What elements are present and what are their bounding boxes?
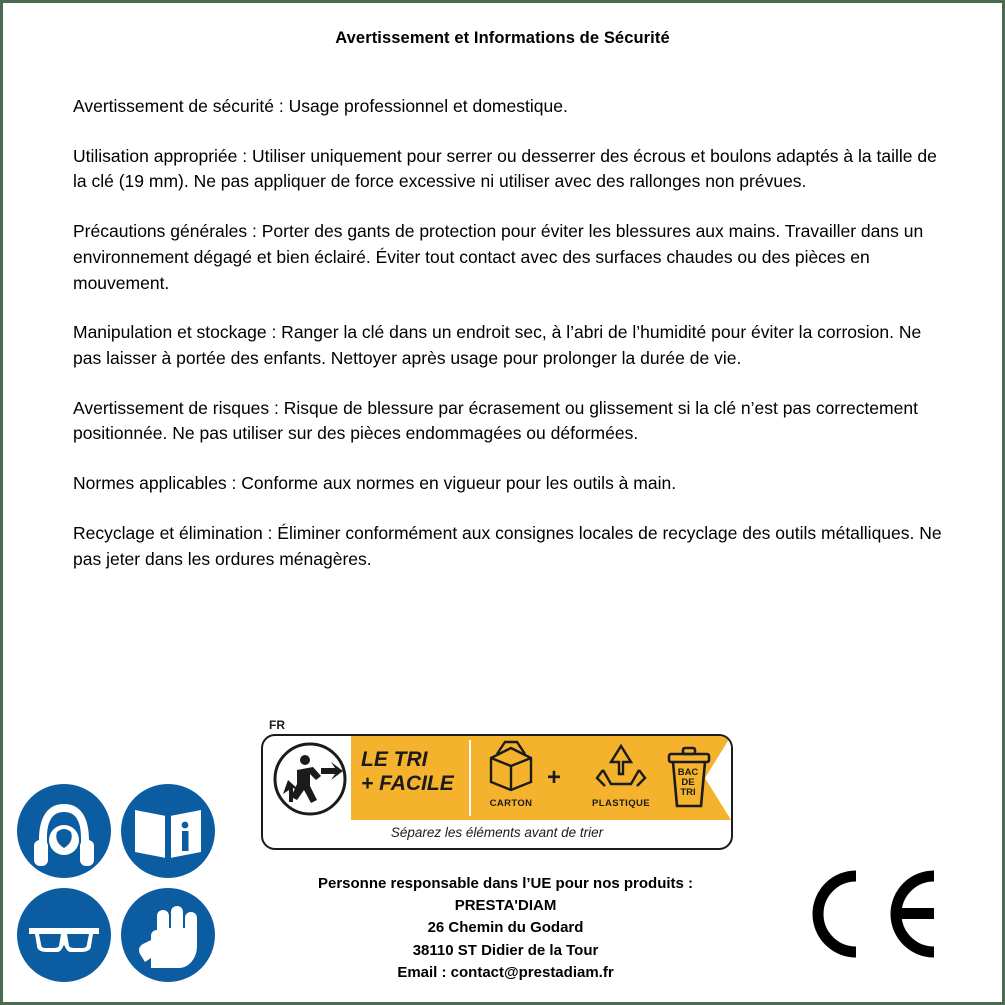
ce-mark-icon	[794, 866, 944, 962]
triman-recycling-label	[261, 718, 731, 848]
triman-plus-sign: +	[547, 764, 562, 791]
responsible-person-email: Email : contact@prestadiam.fr	[397, 963, 614, 981]
triman-item-plastique	[589, 740, 653, 809]
responsible-person-intro: Personne responsable dans l’UE pour nos produits :	[317, 875, 694, 892]
read-manual-icon	[121, 784, 215, 878]
triman-item-plastique-label: PLASTIQUE	[592, 798, 650, 809]
safety-text-body	[3, 48, 1002, 572]
triman-country-code: FR	[269, 718, 285, 732]
triman-item-carton-label: CARTON	[489, 798, 533, 809]
triman-bin-line2: DE	[681, 776, 695, 788]
triman-material-items	[479, 740, 685, 818]
triman-slogan-line2: + FACILE	[361, 771, 454, 795]
paragraph-1: Avertissement de sécurité : Usage professionnel et domestique.	[73, 96, 568, 116]
triman-slogan-line1: LE TRI	[361, 748, 428, 771]
triman-figure-icon	[269, 740, 351, 818]
triman-bin-label	[671, 768, 705, 798]
paragraph-7: Recyclage et élimination : Éliminer conformément aux consignes locales de recyclage des outils métalliques. Ne pas jeter dans les ordures ménagères.	[73, 522, 942, 569]
ear-protection-icon	[17, 784, 111, 878]
triman-slogan	[361, 748, 465, 795]
responsible-person-city: 38110 ST Didier de la Tour	[412, 941, 599, 959]
triman-divider	[469, 740, 471, 816]
paragraph-5: Avertissement de risques : Risque de blessure par écrasement ou glissement si la clé n’est pas correctement positionnée. Ne pas utiliser sur des pièces endommagées ou déformées.	[73, 397, 918, 444]
triman-bin-line1: BAC	[677, 767, 699, 778]
page-title: Avertissement et Informations de Sécurité	[335, 29, 670, 47]
paragraph-3: Précautions générales : Porter des gants de protection pour éviter les blessures aux mains. Travailler dans un environnement dégagé et bien éclairé. Éviter tout contact avec des surfaces chaudes ou des pièces en mouvement.	[73, 221, 924, 293]
responsible-person-company: PRESTA'DIAM	[454, 897, 557, 915]
paragraph-4: Manipulation et stockage : Ranger la clé dans un endroit sec, à l’abri de l’humidité pour éviter la corrosion. Ne pas laisser à portée des enfants. Nettoyer après usage pour prolonger la durée de vie.	[73, 322, 922, 369]
responsible-person-street: 26 Chemin du Godard	[427, 919, 584, 937]
triman-box	[261, 734, 733, 850]
triman-item-carton	[479, 740, 543, 809]
triman-bin-line3: TRI	[680, 786, 696, 798]
triman-bin	[657, 744, 721, 819]
paragraph-2: Utilisation appropriée : Utiliser uniquement pour serrer ou desserrer des écrous et boulons adaptés à la taille de la clé (19 mm). Ne pas appliquer de force excessive ni utiliser avec des rallonges non prévues.	[73, 145, 937, 192]
paragraph-6: Normes applicables : Conforme aux normes en vigueur pour les outils à main.	[73, 473, 677, 494]
triman-footer-text: Séparez les éléments avant de trier	[390, 825, 604, 840]
